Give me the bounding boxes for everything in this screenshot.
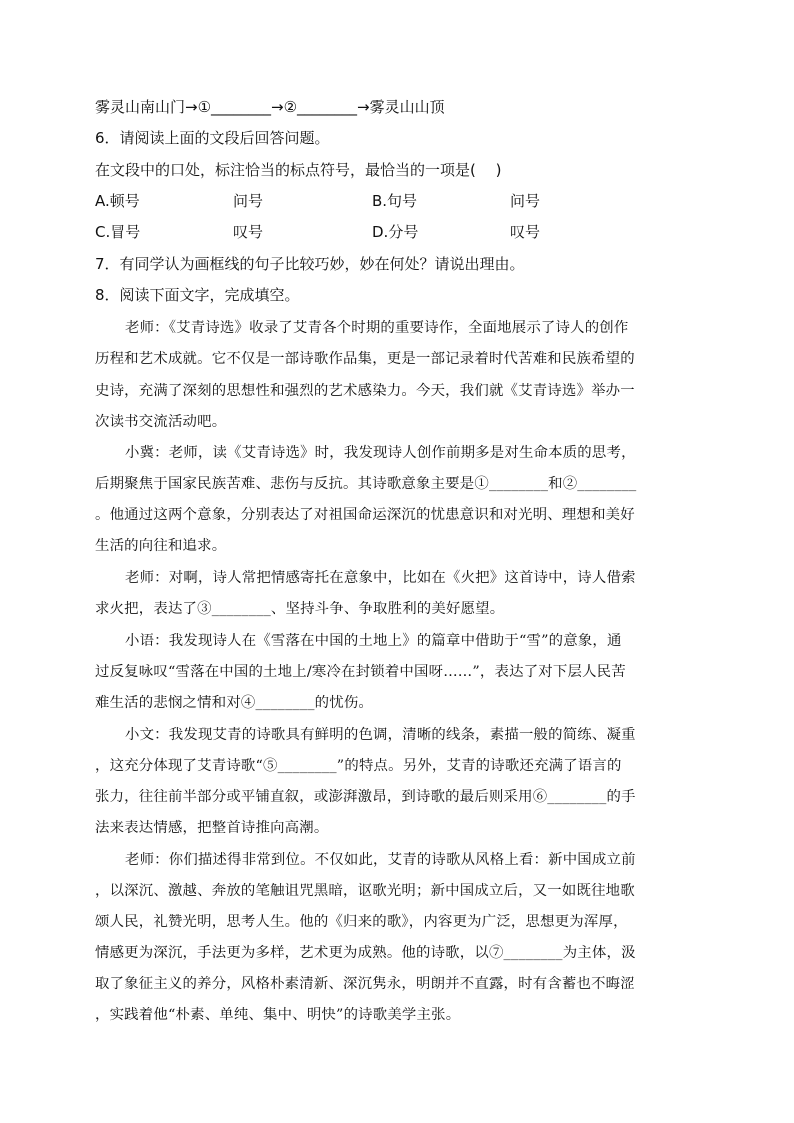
passage-line: 后期聚焦于国家民族苦难、悲伤与反抗。其诗歌意象主要是①________和②________ (95, 476, 637, 492)
passage-line: ，这充分体现了艾青诗歌“⑤________”的特点。另外，艾青的诗歌还充满了语言的 (95, 758, 622, 774)
passage-line: 老师：《艾青诗选》收录了艾青各个时期的重要诗作，全面地展示了诗人的创作 (125, 320, 629, 336)
passage-line: 小文：我发现艾青的诗歌具有鲜明的色调，清晰的线条，素描一般的简练、凝重 (125, 727, 636, 743)
passage-line: 。他通过这两个意象，分别表达了对祖国命运深沉的忧患意识和对光明、理想和美好 (95, 507, 635, 523)
option-d: D.分号 (372, 223, 419, 241)
passage-line: 难生活的悲悯之情和对④________的忧伤。 (95, 695, 374, 711)
option-a: A.顿号 (95, 192, 140, 210)
q6-prompt: 在文段中的口处，标注恰当的标点符号，最恰当的一项是( ) (95, 161, 502, 179)
passage-line: ，实践着他“朴素、单纯、集中、明快”的诗歌美学主张。 (95, 1007, 461, 1023)
passage-line: ，以深沉、激越、奔放的笔触诅咒黑暗，讴歌光明；新中国成立后，又一如既往地歌 (95, 883, 635, 899)
passage-line: 小语：我发现诗人在《雪落在中国的土地上》的篇章中借助于“雪”的意象，通 (125, 633, 622, 649)
passage-line: 法来表达情感，把整首诗推向高潮。 (95, 820, 329, 836)
passage-line: 张力，往往前半部分或平铺直叙，或澎湃激昂，到诗歌的最后则采用⑥________的手 (95, 789, 636, 805)
passage-line: 老师：对啊，诗人常把情感寄托在意象中，比如在《火把》这首诗中，诗人借索 (125, 570, 636, 586)
passage-line: 历程和艺术成就。它不仅是一部诗歌作品集，更是一部记录着时代苦难和民族希望的 (95, 351, 635, 367)
passage-line: 史诗，充满了深刻的思想性和强烈的艺术感染力。今天，我们就《艾青诗选》举办一 (95, 383, 635, 399)
passage-line: 生活的向往和追求。 (95, 538, 227, 554)
option-d-second: 叹号 (510, 223, 541, 241)
passage-line: 求火把，表达了③________、坚持斗争、争取胜利的美好愿望。 (95, 601, 505, 617)
option-c-second: 叹号 (233, 223, 264, 241)
route-line: 雾灵山南山门→①________→②________→雾灵山山顶 (95, 98, 445, 116)
passage-line: 小冀：老师，读《艾青诗选》时，我发现诗人创作前期多是对生命本质的思考， (125, 445, 636, 461)
option-b: B.句号 (372, 192, 418, 210)
option-c: C.冒号 (95, 223, 141, 241)
passage-line: 取了象征主义的养分，风格朴素清新、深沉隽永，明朗并不直露，时有含蓄也不晦涩 (95, 976, 635, 992)
q6-title: 6．请阅读上面的文段后回答问题。 (95, 129, 330, 147)
option-b-second: 问号 (510, 192, 541, 210)
q7-question: 7．有同学认为画框线的句子比较巧妙，妙在何处？请说出理由。 (95, 255, 525, 273)
option-a-second: 问号 (233, 192, 264, 210)
passage-line: 情感更为深沉，手法更为多样，艺术更为成熟。他的诗歌，以⑦________为主体，汲 (95, 945, 636, 961)
passage-line: 老师：你们描述得非常到位。不仅如此，艾青的诗歌从风格上看：新中国成立前 (125, 852, 636, 868)
passage-line: 过反复咏叹“雪落在中国的土地上/寒冷在封锁着中国呀……”，表达了对下层人民苦 (95, 664, 626, 680)
q8-question: 8．阅读下面文字，完成填空。 (95, 286, 300, 304)
passage-line: 次读书交流活动吧。 (95, 414, 227, 430)
passage-line: 颂人民，礼赞光明，思考人生。他的《归来的歌》，内容更为广泛，思想更为浑厚， (95, 914, 628, 930)
